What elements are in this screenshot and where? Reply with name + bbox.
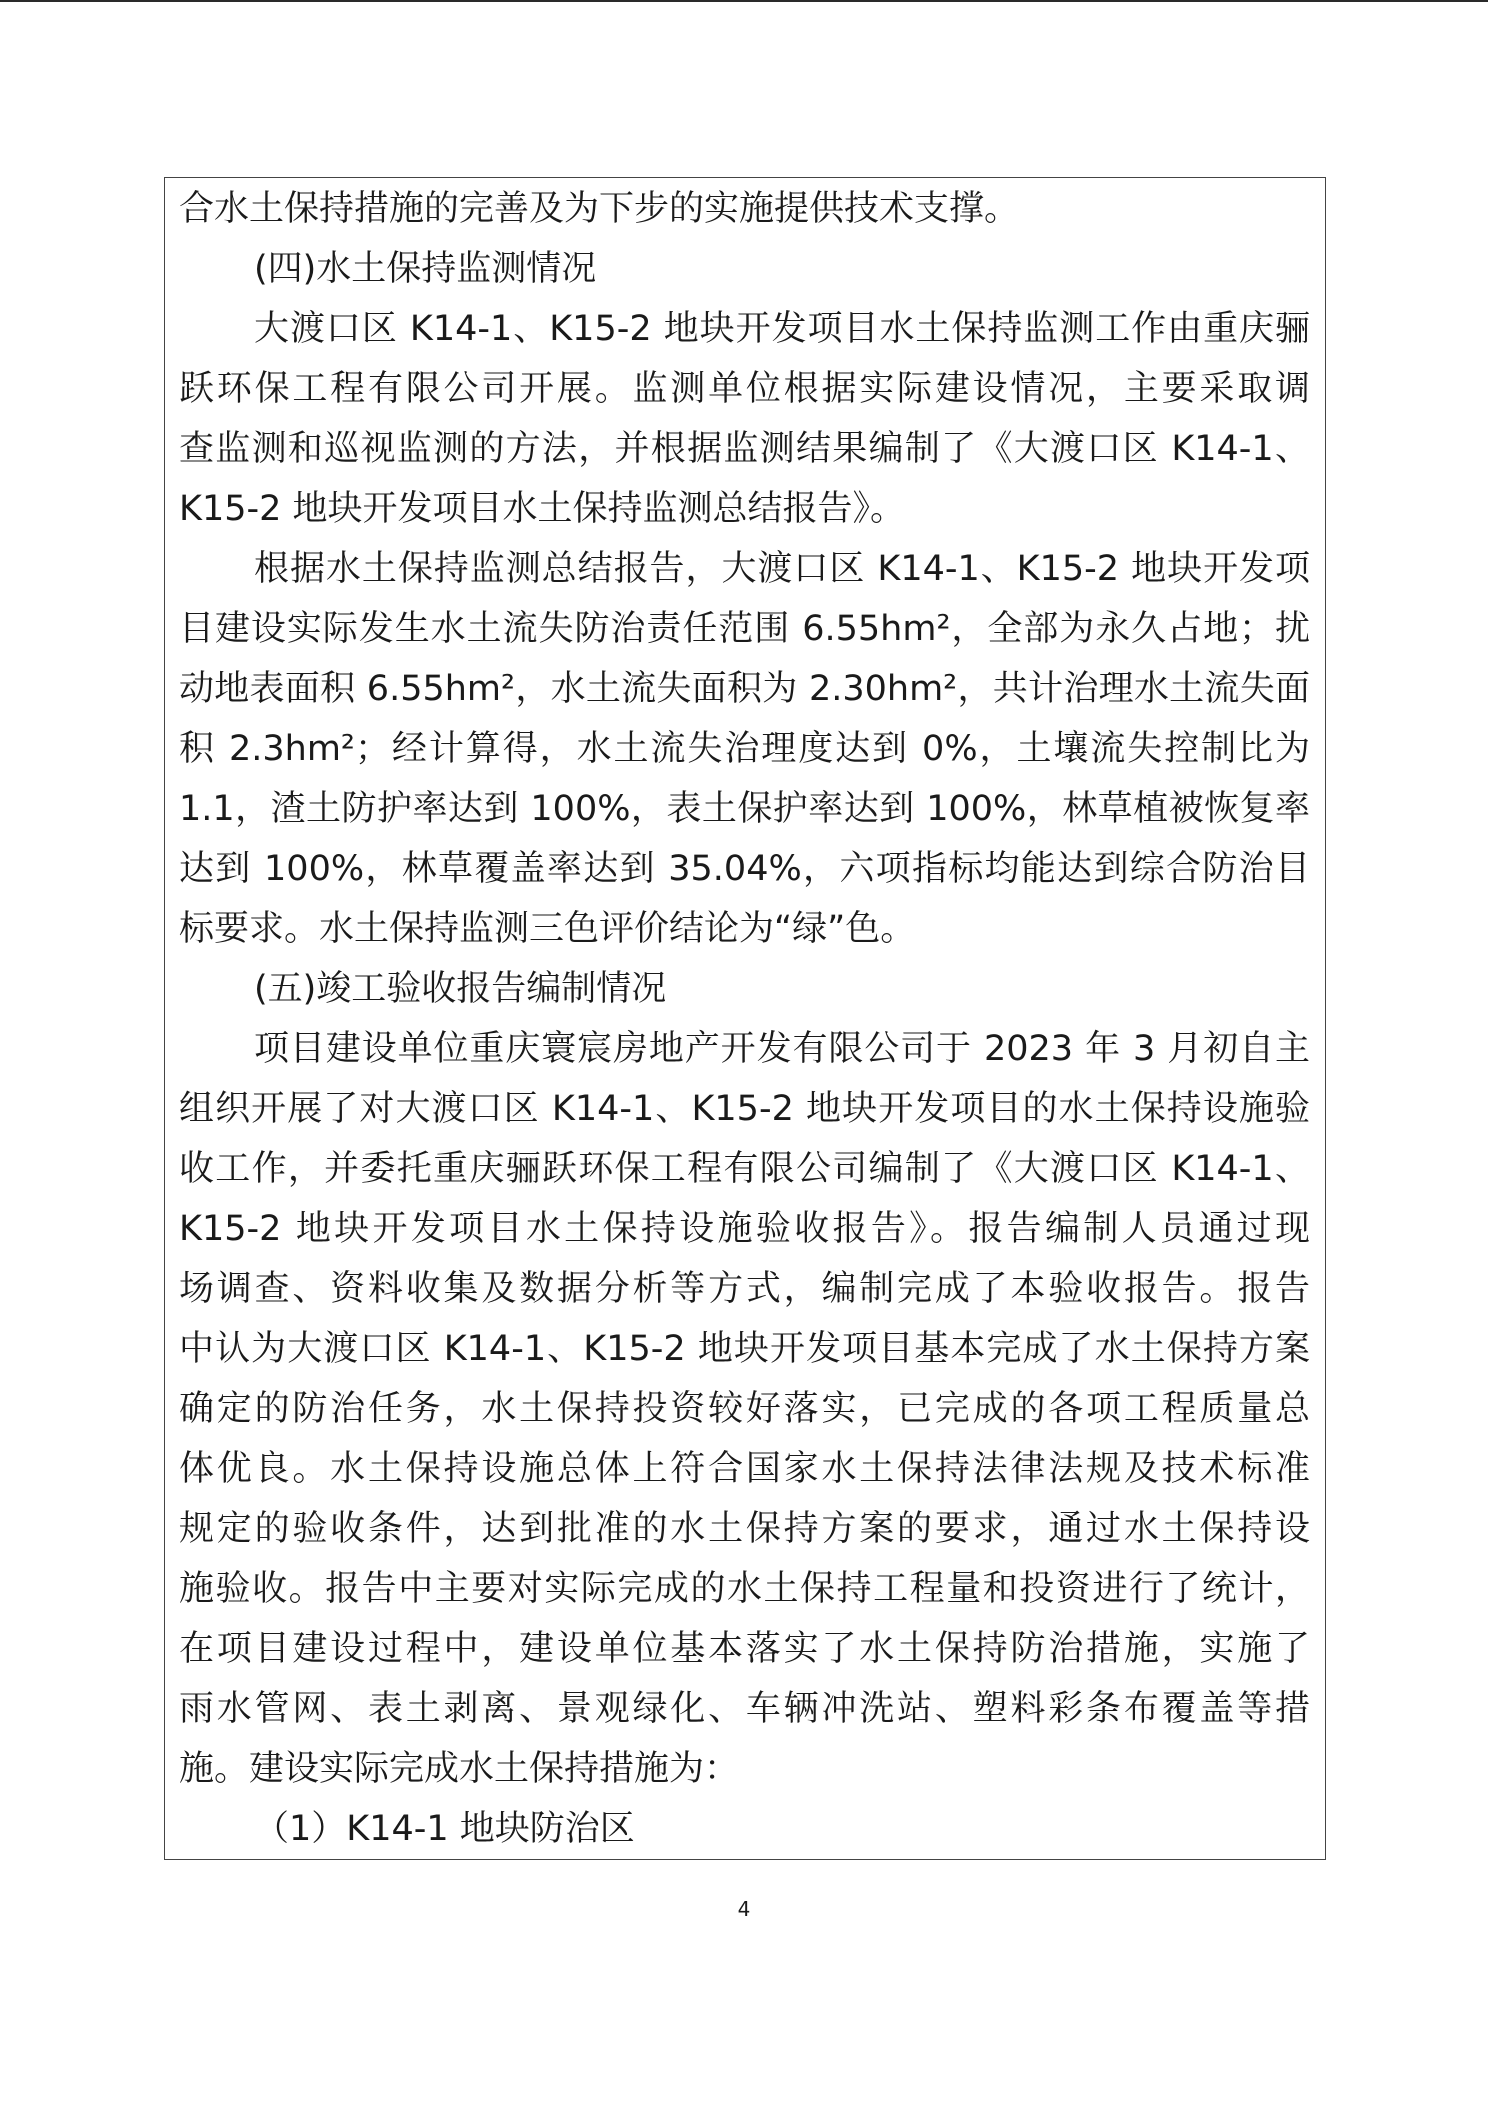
text-line: 达到 100%，林草覆盖率达到 35.04%，六项指标均能达到综合防治目 bbox=[179, 849, 1310, 889]
section-heading: (四)水土保持监测情况 bbox=[254, 249, 597, 289]
text-line: 跃环保工程有限公司开展。监测单位根据实际建设情况，主要采取调 bbox=[179, 369, 1310, 409]
text-line: 合水土保持措施的完善及为下步的实施提供技术支撑。 bbox=[179, 189, 1020, 229]
text-line: K15-2 地块开发项目水土保持设施验收报告》。报告编制人员通过现 bbox=[179, 1209, 1310, 1249]
text-line: 根据水土保持监测总结报告，大渡口区 K14-1、K15-2 地块开发项 bbox=[254, 549, 1310, 589]
text-line: 规定的验收条件，达到批准的水土保持方案的要求，通过水土保持设 bbox=[179, 1509, 1310, 1549]
text-line: 目建设实际发生水土流失防治责任范围 6.55hm²，全部为永久占地；扰 bbox=[179, 609, 1310, 649]
text-line: 动地表面积 6.55hm²，水土流失面积为 2.30hm²，共计治理水土流失面 bbox=[179, 669, 1310, 709]
text-line: 标要求。水土保持监测三色评价结论为“绿”色。 bbox=[179, 909, 916, 949]
text-line: 收工作，并委托重庆骊跃环保工程有限公司编制了《大渡口区 K14-1、 bbox=[179, 1149, 1310, 1189]
text-line: 确定的防治任务，水土保持投资较好落实，已完成的各项工程质量总 bbox=[179, 1389, 1310, 1429]
text-line: 施验收。报告中主要对实际完成的水土保持工程量和投资进行了统计， bbox=[179, 1569, 1310, 1609]
text-line: 查监测和巡视监测的方法，并根据监测结果编制了《大渡口区 K14-1、 bbox=[179, 429, 1310, 469]
section-heading: (五)竣工验收报告编制情况 bbox=[254, 969, 667, 1009]
text-line: K15-2 地块开发项目水土保持监测总结报告》。 bbox=[179, 489, 906, 529]
text-line: 大渡口区 K14-1、K15-2 地块开发项目水土保持监测工作由重庆骊 bbox=[254, 309, 1310, 349]
page-number: 4 bbox=[737, 1897, 751, 1921]
text-line: 体优良。水土保持设施总体上符合国家水土保持法律法规及技术标准 bbox=[179, 1449, 1310, 1489]
page-top-edge bbox=[0, 0, 1488, 2]
text-line: 在项目建设过程中，建设单位基本落实了水土保持防治措施，实施了 bbox=[179, 1629, 1310, 1669]
text-line: 施。建设实际完成水土保持措施为： bbox=[179, 1749, 740, 1789]
subsection-heading: （1）K14-1 地块防治区 bbox=[254, 1809, 635, 1849]
text-line: 中认为大渡口区 K14-1、K15-2 地块开发项目基本完成了水土保持方案 bbox=[179, 1329, 1310, 1369]
text-line: 雨水管网、表土剥离、景观绿化、车辆冲洗站、塑料彩条布覆盖等措 bbox=[179, 1689, 1310, 1729]
text-line: 组织开展了对大渡口区 K14-1、K15-2 地块开发项目的水土保持设施验 bbox=[179, 1089, 1310, 1129]
text-line: 1.1，渣土防护率达到 100%，表土保护率达到 100%，林草植被恢复率 bbox=[179, 789, 1310, 829]
text-line: 积 2.3hm²；经计算得，水土流失治理度达到 0%，土壤流失控制比为 bbox=[179, 729, 1310, 769]
text-line: 场调查、资料收集及数据分析等方式，编制完成了本验收报告。报告 bbox=[179, 1269, 1310, 1309]
content-frame bbox=[164, 177, 1326, 1860]
text-line: 项目建设单位重庆寰宸房地产开发有限公司于 2023 年 3 月初自主 bbox=[254, 1029, 1310, 1069]
